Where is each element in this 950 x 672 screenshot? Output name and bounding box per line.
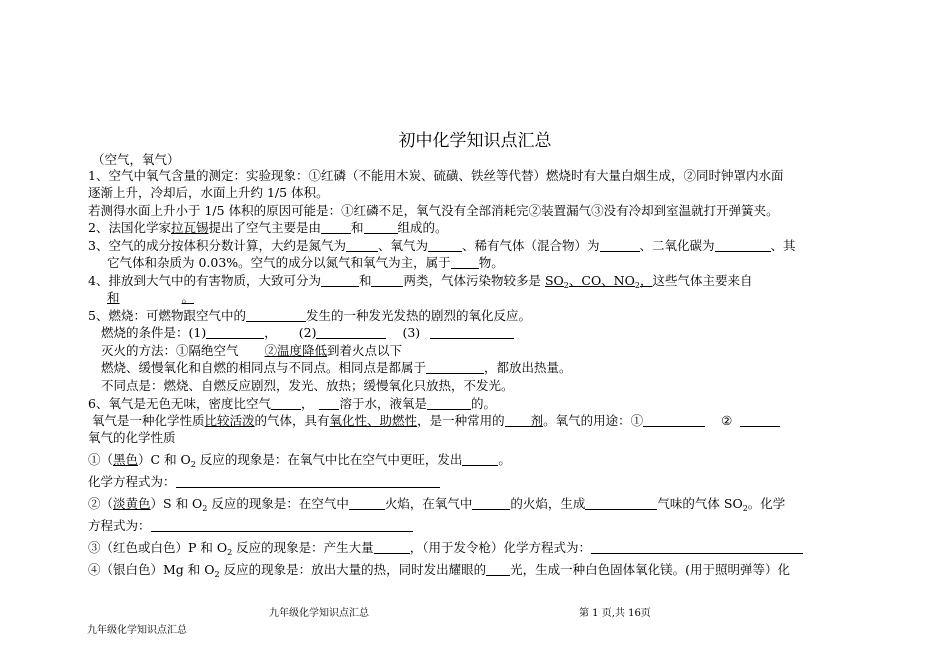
fill-blank[interactable]	[319, 397, 339, 410]
text-line: 3、空气的成分按体积分数计算，大约是氮气为 、氧气为 、稀有气体（混合物）为 、二氧化碳为 、其	[88, 238, 796, 253]
fill-blank[interactable]	[472, 497, 510, 510]
fill-blank[interactable]	[643, 414, 705, 427]
fill-blank[interactable]	[349, 497, 385, 510]
subsection-heading: 氧气的化学性质	[88, 430, 176, 445]
fill-blank[interactable]	[428, 239, 462, 252]
text-line: 化学方程式为：	[88, 474, 878, 490]
fill-blank[interactable]	[715, 239, 771, 252]
page-number: 第 1 页,共 16页	[579, 608, 651, 619]
text-line: 方程式为：	[88, 518, 878, 534]
fill-blank[interactable]	[740, 414, 780, 427]
text-line: 4、排放到大气中的有害物质，大致可分为 和 两类，气体污染物较多是 $SO_2$、CO、$NO_2$，这些气体主要来自	[88, 273, 753, 290]
fill-blank[interactable]	[316, 326, 386, 339]
text-line: 2、法国化学家拉瓦锡提出了空气主要是由 和 组成的。	[88, 220, 448, 235]
text-line: 燃烧的条件是：(1) ， (2) (3)	[101, 325, 891, 341]
fill-blank[interactable]	[505, 414, 531, 427]
fill-blank[interactable]	[346, 239, 378, 252]
fill-blank[interactable]	[206, 326, 264, 339]
text-line: 若测得水面上升小于 1/5 体积的原因可能是：①红磷不足，氧气没有全部消耗完②装置漏气③没有冷却到室温就打开弹簧夹。	[88, 203, 779, 218]
fill-blank[interactable]	[585, 497, 657, 510]
text-line: 1、空气中氧气含量的测定：实验现象：①红磷（不能用木炭、硫磺、铁丝等代替）燃烧时有大量白烟生成，②同时钟罩内水面	[88, 168, 784, 183]
page-title: 初中化学知识点汇总	[398, 131, 552, 151]
fill-blank[interactable]	[371, 274, 403, 287]
footer-title: 九年级化学知识点汇总	[269, 608, 369, 619]
text-line: 燃烧、缓慢氧化和自燃的相同点与不同点。相同点是都属于 ，都放出热量。	[101, 360, 572, 375]
text-line: ③（红色或白色）P 和 $O_2$ 反应的现象是：产生大量 ，（用于发令枪）化学方程式为：	[88, 540, 878, 556]
text-line: ②（淡黄色）S 和 $O_2$ 反应的现象是：在空气中 火焰，在氧气中 的火焰，生成 气味的气体 $SO_2$。化学	[88, 496, 786, 513]
text-line: 它气体和杂质为 0.03%。空气的成分以氮气和氧气为主，属于 物。	[107, 255, 504, 270]
text-line: 6、氧气是无色无味，密度比空气 ， 溶于水，液氧是 的。	[88, 396, 497, 411]
fill-blank[interactable]	[321, 274, 359, 287]
fill-blank[interactable]	[426, 361, 484, 374]
equation-blank[interactable]	[176, 475, 440, 488]
text-line: 5、燃烧：可燃物跟空气中的 发生的一种发光发热的剧烈的氧化反应。	[88, 308, 531, 323]
text-line: ①（黑色）C 和 $O_2$ 反应的现象是：在氧气中比在空气中更旺，发出 。	[88, 452, 511, 469]
equation-blank[interactable]	[151, 519, 413, 532]
fill-blank[interactable]	[462, 453, 498, 466]
text-line: 和 。	[107, 290, 195, 305]
fill-blank[interactable]	[271, 397, 301, 410]
fill-blank[interactable]	[427, 397, 471, 410]
equation-blank[interactable]	[591, 541, 803, 554]
text-line: 逐渐上升，冷却后，水面上升约 1/5 体积。	[88, 185, 329, 200]
text-line: 氧气是一种化学性质比较活泼的气体，具有氧化性、助燃性，是一种常用的 剂。氧气的用途：① ②	[92, 413, 882, 429]
section-heading: （空气，氧气）	[92, 152, 180, 167]
footer-left-title: 九年级化学知识点汇总	[87, 625, 187, 636]
fill-blank[interactable]	[486, 563, 510, 576]
text-line: 不同点是：燃烧、自燃反应剧烈，发光、放热；缓慢氧化只放热，不发光。	[101, 378, 514, 393]
fill-blank[interactable]	[451, 256, 479, 269]
text-line: 灭火的方法：①隔绝空气 ②温度降低到着火点以下	[101, 343, 403, 358]
fill-blank[interactable]	[246, 309, 306, 322]
fill-blank[interactable]	[374, 541, 410, 554]
fill-blank[interactable]	[321, 221, 351, 234]
text-line: ④（银白色）Mg 和 $O_2$ 反应的现象是：放出大量的热，同时发出耀眼的 光，生成一种白色固体氧化镁。(用于照明弹等）化	[88, 562, 790, 579]
fill-blank[interactable]	[430, 326, 514, 339]
fill-blank[interactable]	[600, 239, 640, 252]
fill-blank[interactable]	[364, 221, 398, 234]
